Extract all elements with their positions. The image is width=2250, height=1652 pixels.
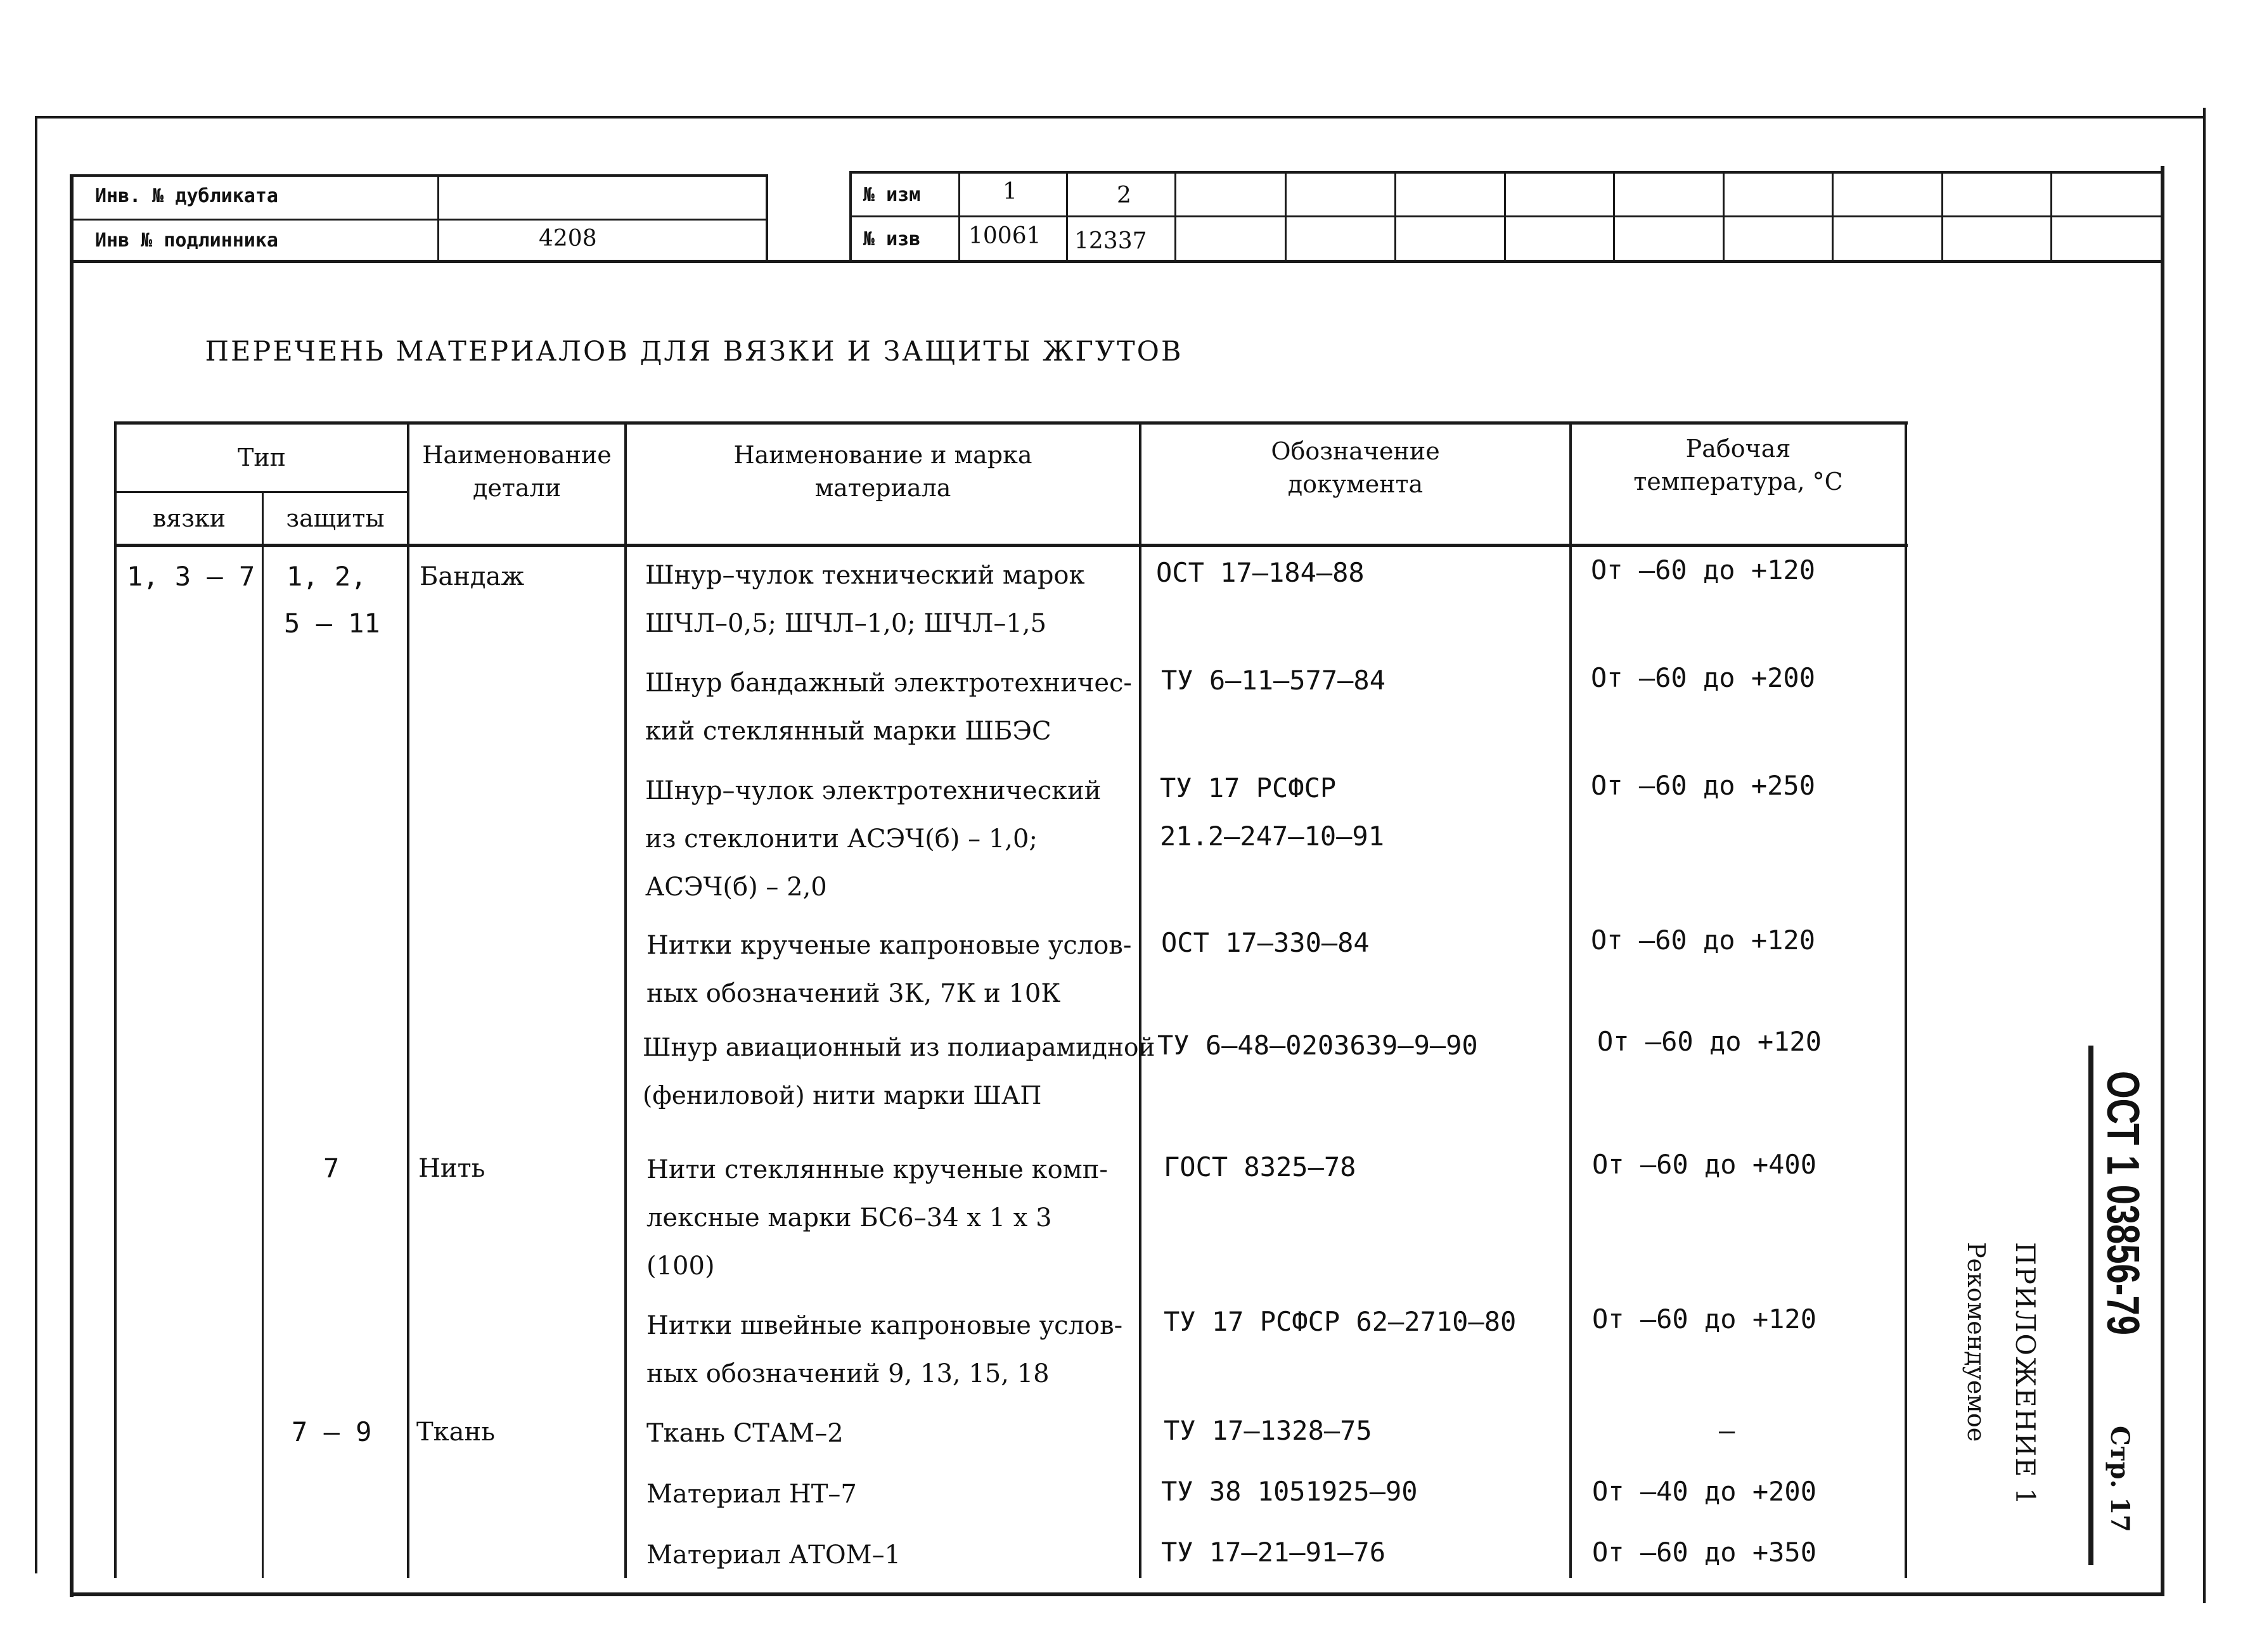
row-9-material: Материал НТ–7 xyxy=(646,1480,857,1509)
izm-2: 2 xyxy=(1117,182,1131,208)
appendix-label: ПРИЛОЖЕНИЕ 1 xyxy=(2010,1242,2041,1506)
outer-frame-right xyxy=(2203,108,2206,1603)
row-1-material: Шнур–чулок технический марок ШЧЛ–0,5; ШЧЛ–1,0; ШЧЛ–1,5 xyxy=(645,561,1085,638)
row-6-document: ГОСТ 8325–78 xyxy=(1164,1151,1356,1182)
row-10-material: Материал АТОМ–1 xyxy=(646,1540,901,1570)
row-7-temperature: От –60 до +120 xyxy=(1592,1303,1817,1335)
group-bandage-part: Бандаж xyxy=(420,562,525,591)
row-2-material: Шнур бандажный электротехничес- кий стеклянный марки ШБЭС xyxy=(645,669,1132,746)
inner-frame-right xyxy=(2161,166,2164,1596)
row-10-temperature: От –60 до +350 xyxy=(1592,1537,1817,1568)
inv-duplicate-label: Инв. № дубликата xyxy=(95,185,278,207)
row-3-temperature: От –60 до +250 xyxy=(1591,770,1816,801)
izv-1: 10061 xyxy=(968,223,1041,249)
row-4-document: ОСТ 17–330–84 xyxy=(1161,927,1370,958)
group-bandage-protection-2: 5 – 11 xyxy=(284,608,380,639)
standard-bar xyxy=(2088,1046,2093,1565)
row-2-document: ТУ 6–11–577–84 xyxy=(1161,665,1386,696)
row-5-document: ТУ 6–48–0203639–9–90 xyxy=(1157,1030,1478,1061)
header-type-binding: вязки xyxy=(152,504,226,532)
header-material: Наименование и марка материала xyxy=(733,441,1032,502)
row-4-material: Нитки крученые капроновые услов- ных обозначений 3К, 7К и 10К xyxy=(646,931,1132,1008)
header-temperature: Рабочая температура, °C xyxy=(1633,435,1843,496)
izv-label: № изв xyxy=(863,228,921,250)
row-8-temperature: – xyxy=(1719,1415,1735,1446)
row-2-temperature: От –60 до +200 xyxy=(1591,662,1816,693)
izm-1: 1 xyxy=(1003,179,1017,205)
row-3-document: ТУ 17 РСФСР 21.2–247–10–91 xyxy=(1160,772,1385,852)
row-1-temperature: От –60 до +120 xyxy=(1591,554,1816,586)
inv-original-label: Инв № подлинника xyxy=(95,229,278,252)
inner-frame-bottom xyxy=(70,1592,2164,1596)
header-type-protection: защиты xyxy=(286,504,385,532)
page-number: Стр. 17 xyxy=(2105,1426,2135,1533)
outer-frame-top xyxy=(35,116,2206,118)
document-title: ПЕРЕЧЕНЬ МАТЕРИАЛОВ ДЛЯ ВЯЗКИ И ЗАЩИТЫ ЖГУТОВ xyxy=(205,336,1183,368)
row-1-document: ОСТ 17–184–88 xyxy=(1156,557,1365,588)
group-fabric-protection: 7 – 9 xyxy=(292,1416,372,1447)
group-bandage-binding: 1, 3 – 7 xyxy=(127,561,255,592)
standard-number: ОСТ 1 03856-79 xyxy=(2097,1071,2148,1335)
row-9-document: ТУ 38 1051925–90 xyxy=(1161,1476,1418,1507)
izm-label: № изм xyxy=(863,184,921,206)
group-thread-protection: 7 xyxy=(323,1153,340,1184)
row-10-document: ТУ 17–21–91–76 xyxy=(1161,1537,1386,1568)
izv-2: 12337 xyxy=(1074,228,1147,254)
row-6-material: Нити стеклянные крученые комп- лексные марки БС6–34 х 1 х 3 (100) xyxy=(646,1155,1108,1281)
outer-frame-left xyxy=(35,116,37,1573)
inner-frame-top xyxy=(70,260,2164,263)
row-8-material: Ткань СТАМ–2 xyxy=(646,1419,844,1448)
temp-unit: °C xyxy=(1812,468,1843,496)
row-5-material: Шнур авиационный из полиарамидной (фениловой) нити марки ШАП xyxy=(643,1034,1155,1110)
row-3-material: Шнур–чулок электротехнический из стеклонити АСЭЧ(б) – 1,0; АСЭЧ(б) – 2,0 xyxy=(645,776,1102,902)
row-9-temperature: От –40 до +200 xyxy=(1592,1476,1817,1507)
header-document: Обозначение документа xyxy=(1271,437,1440,498)
group-bandage-protection-1: 1, 2, xyxy=(286,561,367,592)
group-fabric-part: Ткань xyxy=(416,1418,495,1447)
inner-frame-left xyxy=(70,174,74,1597)
group-thread-part: Нить xyxy=(418,1154,485,1183)
row-4-temperature: От –60 до +120 xyxy=(1591,925,1816,956)
row-5-temperature: От –60 до +120 xyxy=(1597,1026,1822,1057)
row-7-material: Нитки швейные капроновые услов- ных обозначений 9, 13, 15, 18 xyxy=(646,1311,1123,1388)
header-type: Тип xyxy=(238,444,286,471)
row-7-document: ТУ 17 РСФСР 62–2710–80 xyxy=(1164,1306,1517,1337)
inv-original-value: 4208 xyxy=(539,226,597,252)
row-6-temperature: От –60 до +400 xyxy=(1592,1149,1817,1180)
recommended-label: Рекомендуемое xyxy=(1962,1242,1990,1442)
header-part: Наименование детали xyxy=(422,441,612,502)
row-8-document: ТУ 17–1328–75 xyxy=(1164,1415,1372,1446)
